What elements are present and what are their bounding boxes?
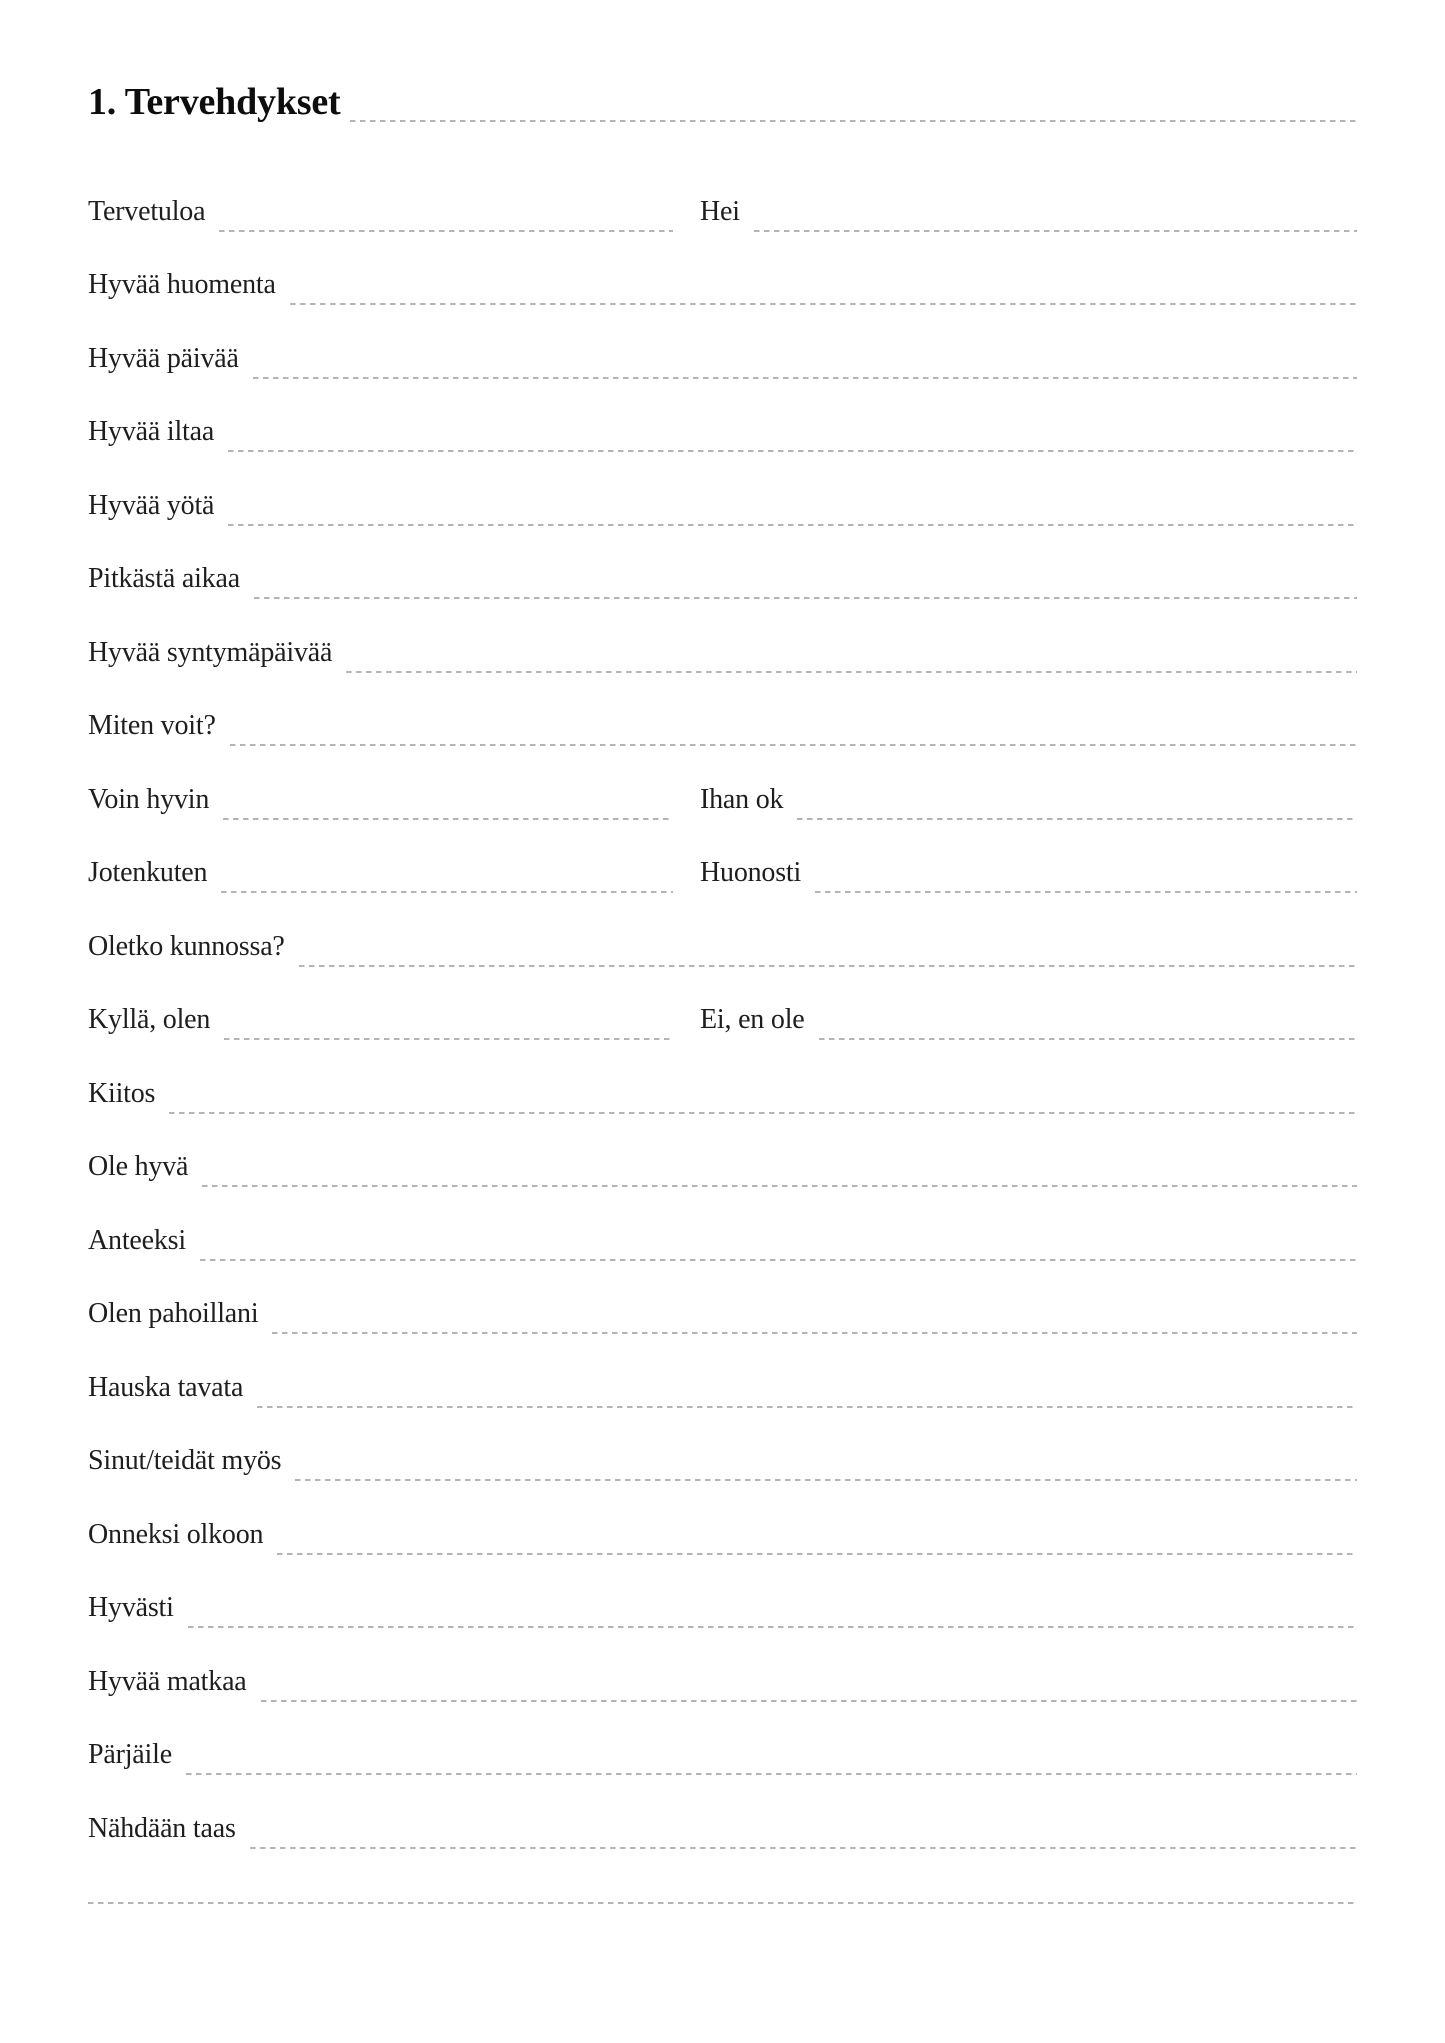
phrase-label: Oletko kunnossa? [88,930,285,962]
phrase-label: Kiitos [88,1077,156,1109]
phrase-row [88,817,1357,891]
phrase-row [88,449,1357,523]
phrase-row [88,523,1357,597]
phrase-label: Anteeksi [88,1224,186,1256]
phrase-row [88,1478,1357,1552]
phrase-cell [88,1331,1357,1405]
phrase-cell [88,376,1357,450]
phrase-row [88,743,1357,817]
write-line [250,1847,1357,1849]
page-title: 1. Tervehdykset [88,81,341,123]
phrase-label: Ei, en ole [700,1004,805,1035]
phrase-label: Pitkästä aikaa [88,563,240,594]
phrase-row [88,1552,1357,1626]
phrase-cell [88,1478,1357,1552]
phrase-row [88,1184,1357,1258]
phrase-cell [88,1699,1357,1773]
section-heading-row [88,80,1357,124]
phrase-cell [88,1037,1357,1111]
phrase-cell [88,302,1357,376]
phrase-label: Kyllä, olen [88,1004,211,1035]
phrase-label: Nähdään taas [88,1812,236,1844]
phrase-row [88,1625,1357,1699]
phrase-label: Hyvää huomenta [88,269,276,300]
phrase-cell [88,1772,1357,1846]
phrase-cell [88,743,673,817]
phrase-cell [700,817,1357,891]
phrase-label: Hauska tavata [88,1371,244,1403]
phrase-label: Hyvää yötä [88,489,215,521]
phrase-row [88,229,1357,303]
phrase-row [88,670,1357,744]
phrase-label: Sinut/teidät myös [88,1445,282,1476]
phrase-row [88,964,1357,1038]
phrase-label: Hyvää iltaa [88,416,215,447]
phrase-label: Hyvästi [88,1592,174,1623]
phrase-cell [88,155,673,229]
phrase-label: Hei [700,195,740,227]
phrase-cell [88,670,1357,744]
phrase-row [88,1699,1357,1773]
phrase-label: Ole hyvä [88,1151,189,1182]
phrase-cell [88,1405,1357,1479]
phrase-cell [700,743,1357,817]
phrase-row [88,1331,1357,1405]
phrase-label: Jotenkuten [88,857,208,888]
phrase-cell [700,964,1357,1038]
phrase-cell [700,155,1357,229]
title-dotted-line [350,120,1357,122]
phrase-row [88,1405,1357,1479]
phrase-row [88,376,1357,450]
phrase-cell [88,1625,1357,1699]
phrase-cell [88,523,1357,597]
phrase-cell [88,817,673,891]
phrase-cell [88,1184,1357,1258]
phrase-cell [88,449,1357,523]
phrase-label: Ihan ok [700,783,784,815]
phrase-label: Hyvää syntymäpäivää [88,636,333,668]
phrase-label: Hyvää päivää [88,342,239,374]
section-divider-line [88,1902,1357,1904]
phrase-label: Pärjäile [88,1739,172,1770]
phrase-label: Tervetuloa [88,195,206,227]
phrase-row [88,1772,1357,1846]
phrase-cell [88,229,1357,303]
phrase-row [88,1111,1357,1185]
phrase-label: Voin hyvin [88,783,210,815]
phrase-cell [88,1111,1357,1185]
phrase-label: Olen pahoillani [88,1298,259,1329]
phrase-cell [88,1258,1357,1332]
phrase-cell [88,890,1357,964]
phrase-row [88,596,1357,670]
phrase-row [88,302,1357,376]
phrase-row [88,890,1357,964]
phrase-label: Onneksi olkoon [88,1518,264,1550]
phrase-cell [88,1552,1357,1626]
phrase-cell [88,596,1357,670]
phrase-row [88,1258,1357,1332]
phrase-row [88,155,1357,229]
phrase-cell [88,964,673,1038]
phrase-row [88,1037,1357,1111]
phrase-label: Miten voit? [88,710,216,741]
phrase-list [88,155,1357,1846]
phrase-label: Hyvää matkaa [88,1665,247,1697]
phrase-label: Huonosti [700,857,802,888]
